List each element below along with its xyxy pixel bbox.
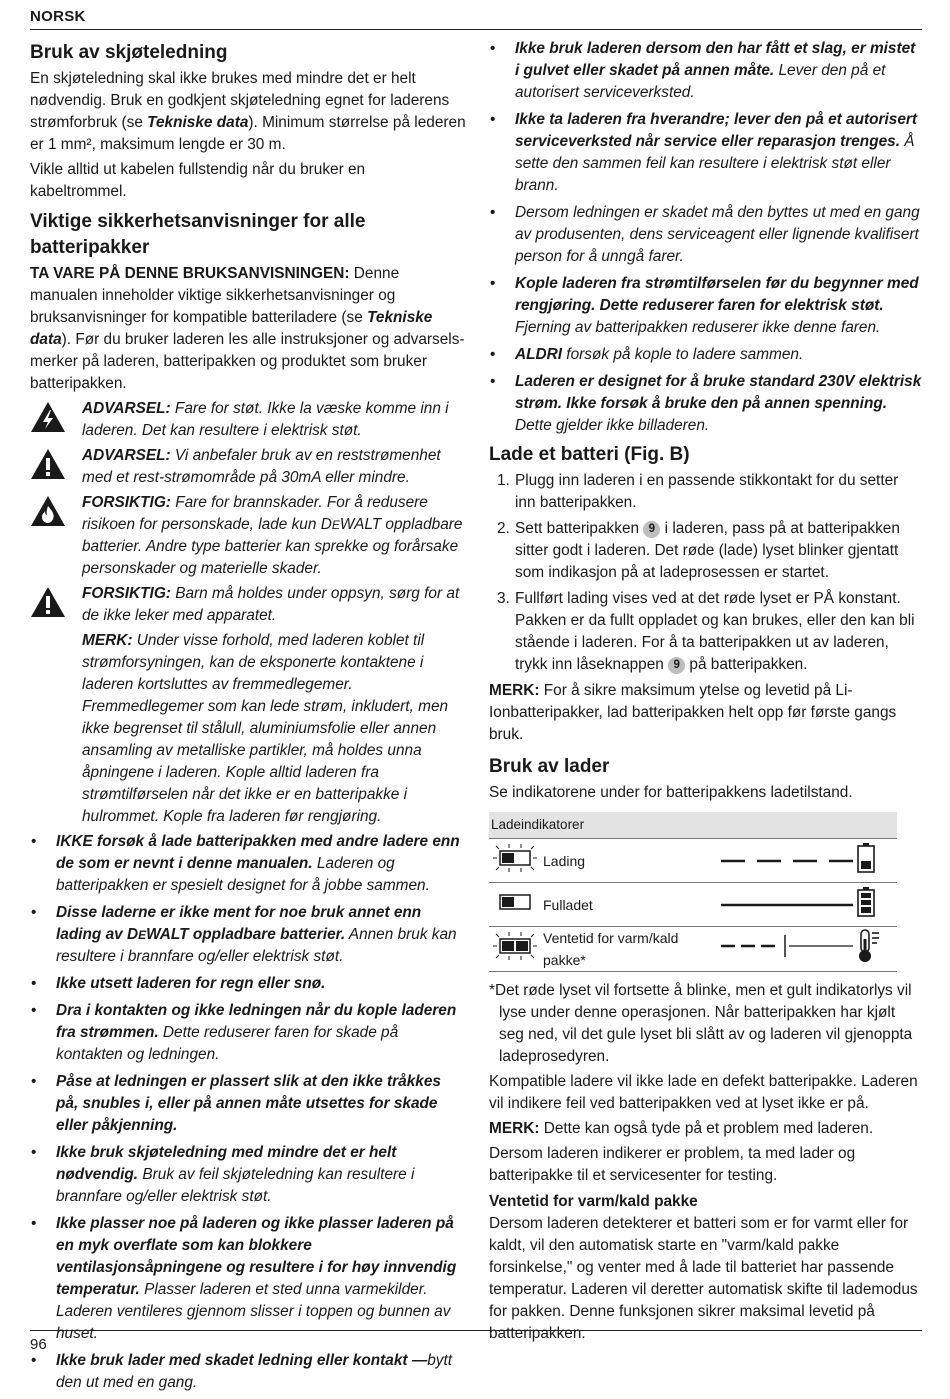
indicator-label: Fulladet [543, 883, 721, 927]
delay-pattern-dashes [721, 933, 853, 959]
battery-full-icon [857, 887, 875, 917]
table-row [489, 839, 897, 883]
charging-steps [489, 470, 922, 676]
bottom-divider [30, 1330, 922, 1331]
list-item: 1. Plugg inn laderen i en passende stikkontakt for du setter inn batteripakken. [497, 472, 899, 511]
list-item: • Ikke bruk lader med skadet ledning eller kontakt —bytt den ut med en gang. [30, 1350, 466, 1394]
warning-burn: FORSIKTIG: Fare for brannskader. For å redusere risikoen for personskade, lade kun DEWALT oppladbare batterier. Andre type batterier kan sprekke og forårsake personskader og materielle skader. [30, 492, 466, 580]
heading-hot-cold-delay: Ventetid for varm/kald pakke [489, 1193, 698, 1210]
paragraph-see-indicators: Se indikatorene under for batteripakkens ladetilstand. [489, 784, 853, 801]
paragraph-service-center: Dersom laderen indikerer er problem, ta med lader og batteripakke til et servicesenter for testing. [489, 1145, 856, 1184]
warning-exclamation-icon [30, 586, 66, 618]
heading-charger-use: Bruk av lader [489, 756, 610, 777]
list-item: • Ikke ta laderen fra hverandre; lever den på et autorisert serviceverksted når service eller reparasjon trenges. Å sette den sammen feil kan resultere i elektrisk støt eller brann. [489, 109, 922, 197]
list-item: • Disse laderne er ikke ment for noe bruk annet enn lading av DEWALT oppladbare batterier. Annen bruk kan resultere i brannfare og/eller elektrisk støt. [30, 902, 466, 968]
list-item: • Dra i kontakten og ikke ledningen når du kople laderen fra strømmen. Dette reduserer faren for skade på kontakten og ledningen. [30, 1000, 466, 1066]
figure-callout-badge: 9 [668, 657, 685, 674]
paragraph-keep-manual: TA VARE PÅ DENNE BRUKSANVISNINGEN: Denne manualen inneholder viktige sikkerhetsanvisninger og bruksanvisninger for kompatible batteriladere (se Tekniske data). Før du bruker laderen les alle instruksjoner og advarsels-merker på laderen, batteripakken og produktet som bruker batteripakken. [30, 265, 465, 392]
warning-fire-icon [30, 495, 66, 527]
section-language-label: NORSK [30, 8, 86, 25]
safety-bullets-right [489, 38, 922, 437]
list-item: • IKKE forsøk å lade batteripakken med andre ladere enn de som er nevnt i denne manualen. Laderen og batteripakken er spesielt designet for å jobbe sammen. [30, 831, 466, 897]
warning-exclamation-icon [30, 448, 66, 480]
figure-callout-badge: 9 [643, 521, 660, 538]
list-item: • ALDRI forsøk på kople to ladere sammen. [489, 344, 922, 366]
warning-children: FORSIKTIG: Barn må holdes under oppsyn, sørg for at de ikke leker med apparatet. [30, 583, 466, 627]
indicator-label: Lading [543, 839, 721, 883]
paragraph-defective-pack: Kompatible ladere vil ikke lade en defekt batteripakke. Laderen vil indikere feil ved batteripakken ved at lyset ikke er på. [489, 1073, 918, 1112]
table-header: Ladeindikatorer [489, 812, 897, 839]
solid-pattern-line [721, 900, 853, 910]
heading-safety-instructions: Viktige sikkerhetsanvisninger for alle batteripakker [30, 211, 366, 258]
warning-shock: ADVARSEL: Fare for støt. Ikke la væske komme inn i laderen. Det kan resultere i elektrisk støt. [30, 398, 466, 442]
list-item: • Kople laderen fra strømtilførselen før du begynner med rengjøring. Dette reduserer faren for elektrisk støt. Fjerning av batteripakken reduserer ikke denne faren. [489, 273, 922, 339]
list-item: • Dersom ledningen er skadet må den byttes ut med en gang av produsenten, dens serviceagent eller lignende kvalifisert person for å unngå farer. [489, 202, 922, 268]
battery-charging-icon [857, 843, 875, 873]
note-yellow-light: *Det røde lyset vil fortsette å blinke, men et gult indikatorlys vil lyse under denne operasjonen. Når batteripakken har kjølt seg ned, vil det gule lyset bli slått av og laderen vil gjenoppta ladeprosedyren. [489, 982, 913, 1065]
indicator-label: Ventetid for varm/kald pakke* [543, 927, 721, 972]
top-divider [30, 29, 922, 30]
thermometer-icon [857, 929, 881, 963]
list-item: • Ikke bruk skjøteledning med mindre det er helt nødvendig. Bruk av feil skjøteledning kan resultere i brannfare og/eller elektrisk støt. [30, 1142, 466, 1208]
warning-electric-icon [30, 401, 66, 433]
safety-bullets-left [30, 831, 466, 1394]
paragraph-hot-cold-delay: Dersom laderen detekterer et batteri som er for varmt eller for kaldt, vil den automatisk starte en "varm/kald pakke forsinkelse," og venter med å lade til batteriet har passende temperatur. Laderen vil deretter automatisk skifte til lademodus for pakken. Denne funksjonen sikrer maksimal levetid på batteripakken. [489, 1215, 918, 1342]
page-number: 96 [30, 1336, 47, 1353]
list-item: • Ikke plasser noe på laderen og ikke plasser laderen på en myk overflate som kan blokkere ventilasjonsåpningene og resultere i for høy innvendig temperatur. Plasser laderen et sted unna varmekilder. Laderen ventileres gjennom slisser i toppen og bunnen av huset. [30, 1213, 466, 1345]
heading-charging: Lade et batteri (Fig. B) [489, 444, 690, 465]
list-item: • Laderen er designet for å bruke standard 230V elektrisk strøm. Ikke forsøk å bruke den på annen spenning. Dette gjelder ikke billaderen. [489, 371, 922, 437]
list-item: 2. Sett batteripakken 9 i laderen, pass på at batteripakken sitter godt i laderen. Det røde (lade) lyset blinker gjentatt som indikasjon på at ladeprosessen er startet. [497, 520, 900, 581]
charge-indicator-table [489, 812, 897, 972]
left-column [30, 38, 466, 1399]
paragraph-extension-cord: En skjøteledning skal ikke brukes med mindre det er helt nødvendig. Bruk en godkjent skjøteledning egnet for laderens strømforbruk (se Tekniske data). Minimum størrelse på lederen er 1 mm², maksimum lengde er 30 m. [30, 70, 466, 153]
heading-extension-cord: Bruk av skjøteledning [30, 42, 228, 63]
list-item: • Ikke bruk laderen dersom den har fått et slag, er mistet i gulvet eller skadet på annen måte. Lever den på et autorisert serviceverksted. [489, 38, 922, 104]
note-foreign-objects: MERK: Under visse forhold, med laderen koblet til strømforsyningen, kan de eksponerte kontaktene i laderen kortsluttes av fremmedlegemer. Fremmedlegemer som kan lede strøm, inkludert, men ikke begrenset til stålull, aluminiumsfolie eller annen ansamling av metalliske partikler, må holdes unna åpningene i laderen. Kople alltid laderen fra strømtilførselen når det ikke er en batteripakke i hulrommet. Kople fra laderen før rengjøring. [82, 632, 449, 825]
table-row [489, 883, 897, 927]
note-first-charge: MERK: For å sikre maksimum ytelse og levetid på Li-Ionbatteripakker, lad batteripakken helt opp før første gangs bruk. [489, 682, 897, 743]
list-item: • Påse at ledningen er plassert slik at den ikke tråkkes på, snubles i, eller på annen måte utsettes for skade eller påkjenning. [30, 1071, 466, 1137]
warning-rcd: ADVARSEL: Vi anbefaler bruk av en reststrømenhet med et rest-strømområde på 30mA eller mindre. [30, 445, 466, 489]
note-charger-problem: MERK: Dette kan også tyde på et problem med laderen. [489, 1120, 874, 1137]
led-double-blinking-icon [493, 931, 537, 961]
blink-pattern-dashes [721, 856, 853, 866]
list-item: • Ikke utsett laderen for regn eller snø. [30, 973, 466, 995]
right-column [489, 38, 922, 1348]
led-solid-icon [493, 887, 537, 917]
paragraph-cable-drum: Vikle alltid ut kabelen fullstendig når du bruker en kabeltrommel. [30, 161, 366, 200]
led-blinking-icon [493, 843, 537, 873]
table-row [489, 927, 897, 972]
list-item: 3. Fullført lading vises ved at det røde lyset er PÅ konstant. Pakken er da fullt oppladet og kan brukes, eller den kan bli stående i laderen. For å ta batteripakken ut av laderen, trykk inn låseknappen 9 på batteripakken. [497, 590, 915, 673]
